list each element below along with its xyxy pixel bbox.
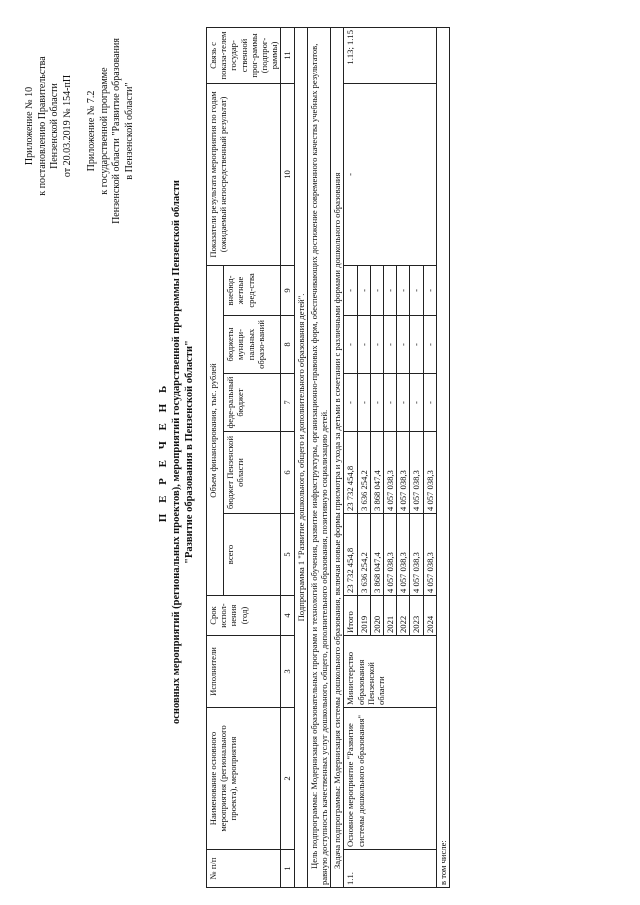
year-cell: 2023 bbox=[410, 596, 423, 636]
municipal-cell: - bbox=[370, 316, 383, 374]
offbudget-cell: - bbox=[410, 265, 423, 315]
column-number: 9 bbox=[281, 265, 294, 315]
header-regional: бюджет Пензенской области bbox=[224, 432, 281, 514]
year-cell: 2021 bbox=[384, 596, 397, 636]
header-indicators: Показатели результата мероприятия по годам (ожидаемый непосредственный результат) bbox=[207, 83, 281, 265]
federal-cell: - bbox=[357, 374, 370, 432]
link-cell: 1.13; 1.15 bbox=[344, 27, 436, 83]
municipal-cell: - bbox=[344, 316, 357, 374]
subprogram-task: Задача подпрограммы: Модернизация системы дошкольного образования, включая новые формы присмотра и ухода за детьми в сочетании с различными формами дошкольного образования bbox=[331, 27, 344, 887]
federal-cell: - bbox=[410, 374, 423, 432]
municipal-cell: - bbox=[384, 316, 397, 374]
column-number: 3 bbox=[281, 636, 294, 708]
year-cell: Итого bbox=[344, 596, 357, 636]
year-cell: 2020 bbox=[370, 596, 383, 636]
total-cell: 23 732 454,8 bbox=[344, 514, 357, 596]
total-cell: 3 868 047,4 bbox=[370, 514, 383, 596]
table-row bbox=[344, 27, 357, 887]
annex-line: Приложение № 7.2 bbox=[86, 90, 97, 172]
regional-cell: 4 057 038,3 bbox=[384, 432, 397, 514]
subprogram-row bbox=[294, 27, 307, 887]
measures-table bbox=[206, 27, 450, 888]
regional-cell: 3 636 254,2 bbox=[357, 432, 370, 514]
column-number: 10 bbox=[281, 83, 294, 265]
regional-cell: 4 057 038,3 bbox=[410, 432, 423, 514]
regional-cell: 4 057 038,3 bbox=[423, 432, 436, 514]
column-number: 11 bbox=[281, 27, 294, 83]
header-federal: феде-ральный бюджет bbox=[224, 374, 281, 432]
regional-cell: 4 057 038,3 bbox=[397, 432, 410, 514]
header-municipal: бюджеты муници-пальных образо-ваний bbox=[224, 316, 281, 374]
total-cell: 3 636 254,2 bbox=[357, 514, 370, 596]
footer-row bbox=[436, 27, 449, 887]
federal-cell: - bbox=[423, 374, 436, 432]
annex-line: к государственной программе bbox=[98, 67, 110, 195]
document-title: П Е Р Е Ч Е Н Ь bbox=[157, 381, 169, 523]
column-number: 2 bbox=[281, 708, 294, 850]
header-term: Срок испол-нения (год) bbox=[207, 596, 281, 636]
federal-cell: - bbox=[397, 374, 410, 432]
task-row bbox=[331, 27, 344, 887]
annex-line: к постановлению Правительства bbox=[36, 56, 48, 196]
header-num: № п/п bbox=[207, 850, 281, 888]
measure-name: Основное мероприятие "Развитие системы дошкольного образования" bbox=[344, 708, 436, 850]
annex-7-2-header bbox=[86, 16, 136, 246]
municipal-cell: - bbox=[357, 316, 370, 374]
municipal-cell: - bbox=[410, 316, 423, 374]
year-cell: 2024 bbox=[423, 596, 436, 636]
annex-line: Пензенской области bbox=[49, 83, 60, 169]
column-number-row bbox=[281, 27, 294, 887]
total-cell: 4 057 038,3 bbox=[410, 514, 423, 596]
annex-line: от 20.03.2019 № 154-пП bbox=[61, 74, 73, 178]
offbudget-cell: - bbox=[357, 265, 370, 315]
annex-10-header bbox=[24, 16, 74, 236]
annex-line: Пензенской области "Развитие образования bbox=[111, 38, 122, 224]
document-page bbox=[10, 2, 630, 902]
header-offbudget: внебюд-жетные сред-ства bbox=[224, 265, 281, 315]
subprogram-goal: Цель подпрограммы: Модернизация образовательных программ и технологий обучения, развитие инфраструктуры, организационно-правовых форм, обеспечивающих достижение современного качества учебных результатов, равную доступность качественных услуг дошкольного, общего, дополнительного образования, позитивную социализацию детей. bbox=[307, 27, 330, 887]
total-cell: 4 057 038,3 bbox=[384, 514, 397, 596]
header-total: всего bbox=[224, 514, 281, 596]
header-link: Связь с показа-телем государ-ственной прог-раммы (подпрог-раммы) bbox=[207, 27, 281, 83]
subprogram-title: Подпрограмма 1 "Развитие дошкольного, общего и дополнительного образования детей". bbox=[294, 27, 307, 887]
header-funding: Объем финансирования, тыс. рублей bbox=[207, 265, 224, 595]
offbudget-cell: - bbox=[423, 265, 436, 315]
program-name: "Развитие образования в Пензенской области" bbox=[184, 340, 195, 564]
municipal-cell: - bbox=[397, 316, 410, 374]
regional-cell: 23 732 454,8 bbox=[344, 432, 357, 514]
header-row bbox=[207, 27, 224, 887]
column-number: 5 bbox=[281, 514, 294, 596]
total-cell: 4 057 038,3 bbox=[397, 514, 410, 596]
year-cell: 2022 bbox=[397, 596, 410, 636]
federal-cell: - bbox=[344, 374, 357, 432]
column-number: 8 bbox=[281, 316, 294, 374]
document-heading bbox=[156, 2, 196, 902]
header-name: Наименование основного мероприятия (регионального проекта), мероприятия bbox=[207, 708, 281, 850]
measure-executor: Министерство образования Пензенской области bbox=[344, 636, 436, 708]
regional-cell: 3 868 047,4 bbox=[370, 432, 383, 514]
column-number: 1 bbox=[281, 850, 294, 888]
total-cell: 4 057 038,3 bbox=[423, 514, 436, 596]
including-label: в том числе: bbox=[436, 27, 449, 887]
offbudget-cell: - bbox=[384, 265, 397, 315]
offbudget-cell: - bbox=[344, 265, 357, 315]
column-number: 4 bbox=[281, 596, 294, 636]
offbudget-cell: - bbox=[397, 265, 410, 315]
column-number: 7 bbox=[281, 374, 294, 432]
indicator-cell: - bbox=[344, 83, 436, 265]
federal-cell: - bbox=[384, 374, 397, 432]
year-cell: 2019 bbox=[357, 596, 370, 636]
goal-row bbox=[307, 27, 330, 887]
column-number: 6 bbox=[281, 432, 294, 514]
federal-cell: - bbox=[370, 374, 383, 432]
measure-number: 1.1. bbox=[344, 850, 436, 888]
header-executor: Исполнители bbox=[207, 636, 281, 708]
offbudget-cell: - bbox=[370, 265, 383, 315]
municipal-cell: - bbox=[423, 316, 436, 374]
annex-line: Приложение № 10 bbox=[24, 86, 35, 166]
document-subtitle: основных мероприятий (региональных проектов), мероприятий государственной программы Пензенской области bbox=[171, 180, 182, 724]
annex-line: в Пензенской области" bbox=[123, 82, 135, 180]
